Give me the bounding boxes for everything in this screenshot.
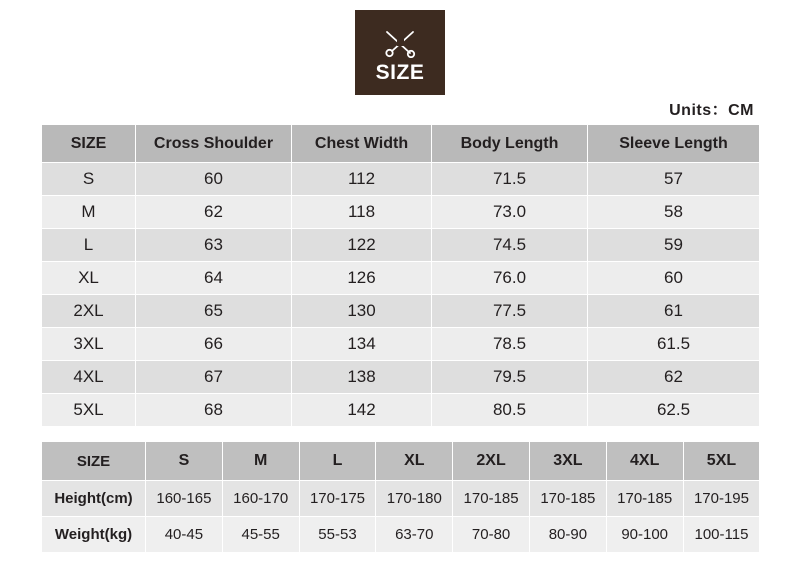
cell-chest-width: 142 [292,394,432,427]
bottom-column-header-3xl: 3XL [529,442,606,481]
bottom-column-header-size: SIZE [42,442,146,481]
column-header-sleeve-length: Sleeve Length [588,125,760,163]
cell-body-length: 76.0 [432,262,588,295]
cell-cross-shoulder: 65 [136,295,292,328]
column-header-size: SIZE [42,125,136,163]
cell-size: 3XL [42,328,136,361]
cell-body-length: 79.5 [432,361,588,394]
cell-body-length: 78.5 [432,328,588,361]
bottom-column-header-m: M [222,442,299,481]
cell-body-length: 74.5 [432,229,588,262]
cell-chest-width: 112 [292,163,432,196]
cell-sleeve-length: 60 [588,262,760,295]
table-row [42,262,760,295]
cell-weight-l: 55-53 [299,517,376,553]
size-badge [355,10,445,95]
cell-height-xl: 170-180 [376,481,453,517]
table-row [42,295,760,328]
cell-weight-s: 40-45 [146,517,223,553]
cell-sleeve-length: 62 [588,361,760,394]
cell-size: L [42,229,136,262]
table-header-row [42,125,760,163]
table-row [42,517,760,553]
cell-cross-shoulder: 63 [136,229,292,262]
row-header-height: Height(cm) [42,481,146,517]
cell-size: 2XL [42,295,136,328]
cell-height-5xl: 170-195 [683,481,760,517]
table-row [42,229,760,262]
cell-sleeve-length: 62.5 [588,394,760,427]
cell-height-s: 160-165 [146,481,223,517]
cell-chest-width: 134 [292,328,432,361]
cell-sleeve-length: 61 [588,295,760,328]
cell-body-length: 77.5 [432,295,588,328]
cell-chest-width: 122 [292,229,432,262]
bottom-column-header-2xl: 2XL [453,442,530,481]
cell-height-m: 160-170 [222,481,299,517]
cell-height-2xl: 170-185 [453,481,530,517]
cell-height-3xl: 170-185 [529,481,606,517]
cell-chest-width: 138 [292,361,432,394]
cell-body-length: 80.5 [432,394,588,427]
cell-weight-4xl: 90-100 [606,517,683,553]
cell-body-length: 73.0 [432,196,588,229]
table-row [42,481,760,517]
table-row [42,361,760,394]
badge-label: SIZE [375,61,425,84]
cell-size: 5XL [42,394,136,427]
column-header-body-length: Body Length [432,125,588,163]
cell-sleeve-length: 58 [588,196,760,229]
cell-cross-shoulder: 60 [136,163,292,196]
cell-cross-shoulder: 66 [136,328,292,361]
table-row [42,328,760,361]
cell-cross-shoulder: 62 [136,196,292,229]
bottom-column-header-5xl: 5XL [683,442,760,481]
cell-weight-5xl: 100-115 [683,517,760,553]
bottom-header-row [42,442,760,481]
cell-chest-width: 118 [292,196,432,229]
cell-cross-shoulder: 64 [136,262,292,295]
measurements-table [41,124,760,427]
table-row [42,196,760,229]
cell-weight-3xl: 80-90 [529,517,606,553]
bottom-column-header-l: L [299,442,376,481]
height-weight-table [41,441,760,553]
cell-size: M [42,196,136,229]
cell-size: 4XL [42,361,136,394]
cell-height-l: 170-175 [299,481,376,517]
cell-weight-m: 45-55 [222,517,299,553]
cell-chest-width: 126 [292,262,432,295]
cell-height-4xl: 170-185 [606,481,683,517]
cell-cross-shoulder: 68 [136,394,292,427]
column-header-cross-shoulder: Cross Shoulder [136,125,292,163]
scissors-ruler-icon [383,28,417,58]
cell-chest-width: 130 [292,295,432,328]
row-header-weight: Weight(kg) [42,517,146,553]
cell-body-length: 71.5 [432,163,588,196]
cell-weight-2xl: 70-80 [453,517,530,553]
cell-cross-shoulder: 67 [136,361,292,394]
column-header-chest-width: Chest Width [292,125,432,163]
cell-sleeve-length: 59 [588,229,760,262]
units-label: Units：CM [669,102,754,119]
cell-size: XL [42,262,136,295]
bottom-column-header-s: S [146,442,223,481]
table-row [42,163,760,196]
bottom-column-header-4xl: 4XL [606,442,683,481]
cell-size: S [42,163,136,196]
table-row [42,394,760,427]
cell-sleeve-length: 61.5 [588,328,760,361]
cell-sleeve-length: 57 [588,163,760,196]
bottom-column-header-xl: XL [376,442,453,481]
cell-weight-xl: 63-70 [376,517,453,553]
